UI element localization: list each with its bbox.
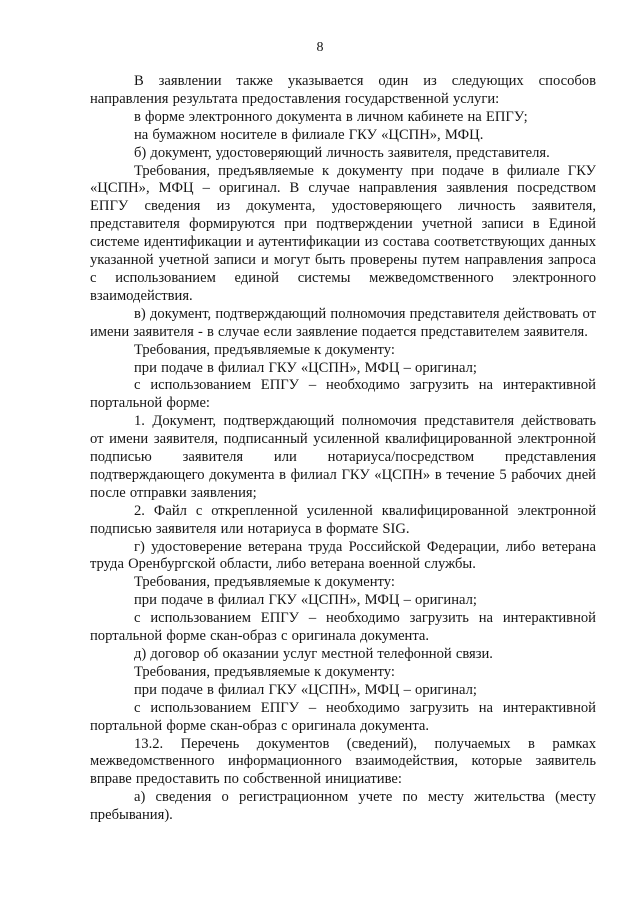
paragraph-result-methods: В заявлении также указывается один из следующих способов направления результата предоставления государственной услуги: [90, 73, 596, 107]
paragraph-epgu-scan: с использованием ЕПГУ – необходимо загрузить на интерактивной портальной форме скан-образ с оригинала документа. [90, 699, 596, 734]
paragraph-paper-form: на бумажном носителе в филиале ГКУ «ЦСПН», МФЦ. [134, 126, 484, 143]
paragraph-epgu-upload: с использованием ЕПГУ – необходимо загрузить на интерактивной портальной форме: [90, 377, 596, 412]
paragraph-epgu-scan: с использованием ЕПГУ – необходимо загрузить на интерактивной портальной форме скан-образ с оригинала документа. [90, 610, 596, 645]
paragraph-item-a: а) сведения о регистрационном учете по месту жительства (месту пребывания). [90, 789, 596, 824]
paragraph-branch-original: при подаче в филиал ГКУ «ЦСПН», МФЦ – оригинал; [134, 592, 477, 609]
paragraph-item-g: г) удостоверение ветерана труда Российской Федерации, либо ветерана труда Оренбургской области, либо ветерана военной службы. [90, 538, 596, 573]
paragraph-list-item-1: 1. Документ, подтверждающий полномочия представителя действовать от имени заявителя, подписанный усиленной квалифицированной электронной подписью заявителя или нотариуса/посредством представления подтверждающего документа в филиал ГКУ «ЦСПН» в течение 5 рабочих дней после отправки заявления; [90, 413, 596, 501]
paragraph-branch-original: при подаче в филиал ГКУ «ЦСПН», МФЦ – оригинал; [134, 359, 477, 376]
paragraph-branch-original: при подаче в филиал ГКУ «ЦСПН», МФЦ – оригинал; [134, 681, 477, 698]
paragraph-item-b: б) документ, удостоверяющий личность заявителя, представителя. [134, 144, 550, 161]
paragraph-requirements-identity: Требования, предъявляемые к документу при подаче в филиале ГКУ «ЦСПН», МФЦ – оригинал. В случае направления заявления посредством ЕПГУ сведения из документа, удостоверяющего личность заявителя, представителя формируются при подтверждении учетной записи в Единой системе идентификации и аутентификации из состава соответствующих данных указанной учетной записи и могут быть проверены путем направления запроса с использованием единой системы межведомственного электронного взаимодействия. [90, 162, 596, 304]
page-number: 8 [316, 40, 324, 55]
paragraph-item-d: д) договор об оказании услуг местной телефонной связи. [134, 646, 493, 662]
paragraph-list-item-2: 2. Файл с открепленной усиленной квалифицированной электронной подписью заявителя или нотариуса в формате SIG. [90, 502, 596, 537]
paragraph-item-v: в) документ, подтверждающий полномочия представителя действовать от имени заявителя - в случае если заявление подается представителем заявителя. [90, 305, 596, 340]
document-body [90, 73, 596, 825]
paragraph-section-13-2: 13.2. Перечень документов (сведений), получаемых в рамках межведомственного информационного взаимодействия, которые заявитель вправе предоставить по собственной инициативе: [90, 735, 596, 788]
paragraph-requirements-heading: Требования, предъявляемые к документу: [134, 341, 395, 358]
paragraph-electronic-form: в форме электронного документа в личном кабинете на ЕПГУ; [134, 108, 528, 125]
paragraph-requirements-heading: Требования, предъявляемые к документу: [134, 663, 395, 680]
paragraph-requirements-heading: Требования, предъявляемые к документу: [134, 574, 395, 591]
